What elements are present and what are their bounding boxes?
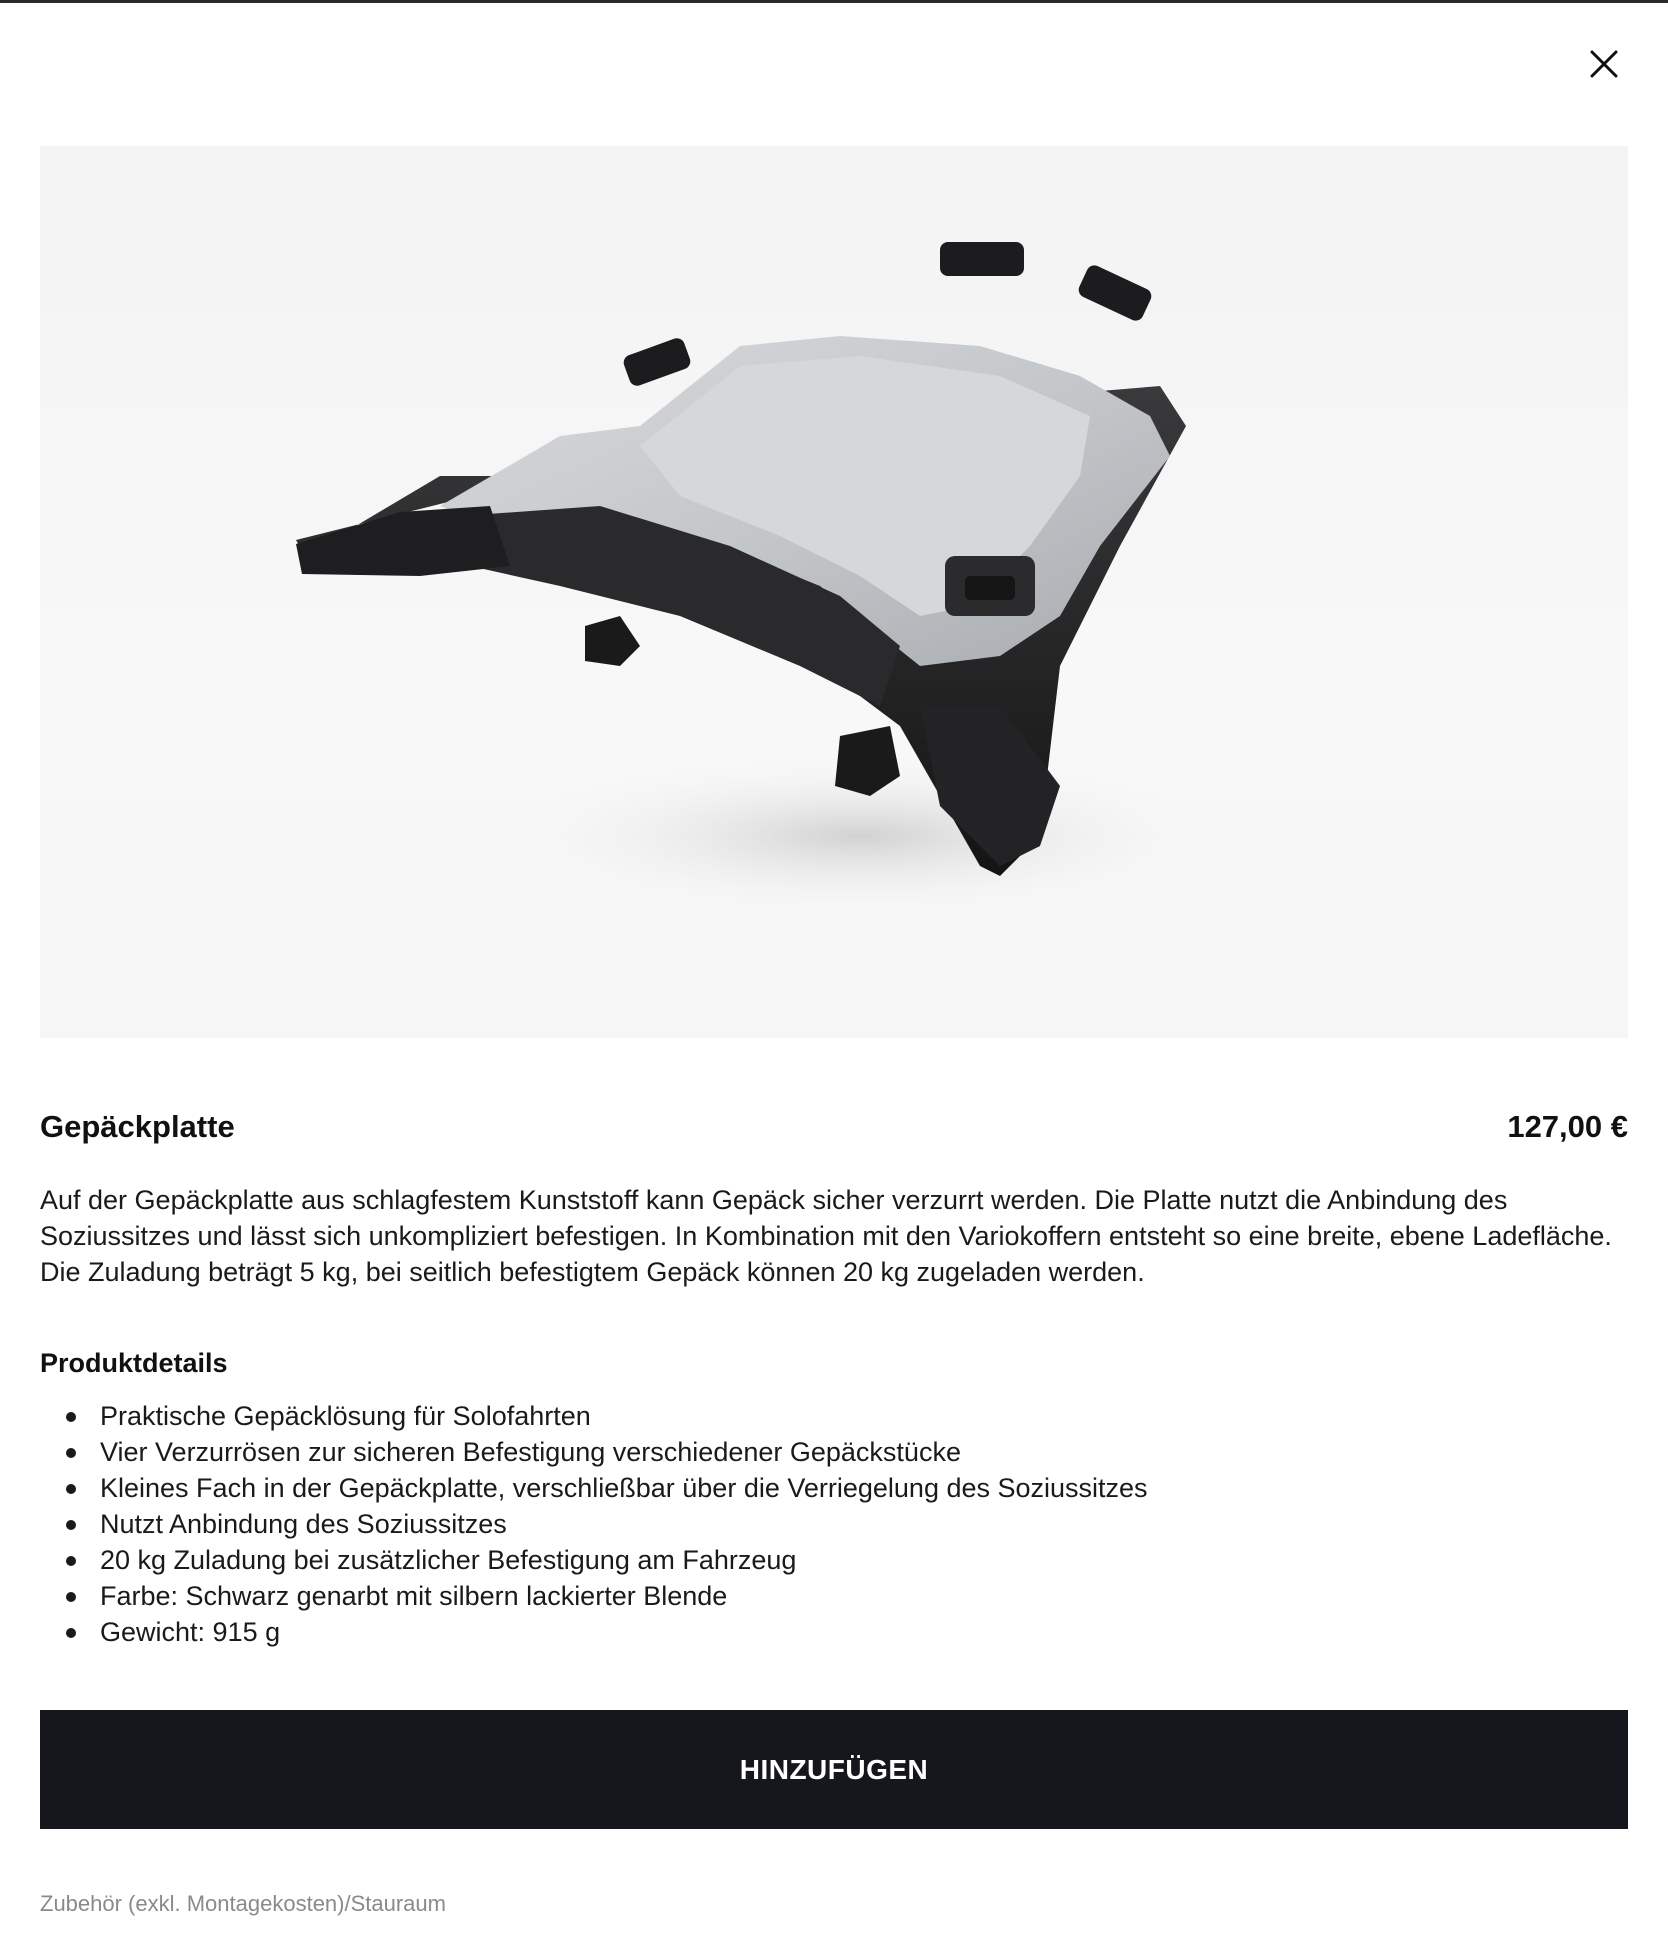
list-item — [40, 1506, 1600, 1542]
list-item — [40, 1398, 1600, 1434]
list-item-text: Nutzt Anbindung des Soziussitzes — [100, 1509, 507, 1539]
list-item — [40, 1470, 1600, 1506]
product-description: Auf der Gepäckplatte aus schlagfestem Kunststoff kann Gepäck sicher verzurrt werden. Die Platte nutzt die Anbindung des Soziussitzes und lässt sich unkompliziert befestigen. In Kombination mit den Variokoffern entsteht so eine breite, ebene Ladefläche. Die Zuladung beträgt 5 kg, bei seitlich befestigtem Gepäck können 20 kg zugeladen werden. — [40, 1185, 1612, 1287]
bullet-icon — [66, 1484, 76, 1494]
product-title: Gepäckplatte — [40, 1109, 235, 1144]
details-list — [40, 1398, 1600, 1650]
details-heading: Produktdetails — [40, 1348, 228, 1378]
list-item — [40, 1434, 1600, 1470]
close-button[interactable] — [1582, 42, 1626, 86]
bullet-icon — [66, 1628, 76, 1638]
list-item — [40, 1614, 1600, 1650]
luggage-plate-illustration — [40, 146, 1628, 1038]
list-item-text: Kleines Fach in der Gepäckplatte, verschließbar über die Verriegelung des Soziussitzes — [100, 1473, 1148, 1503]
category-breadcrumb: Zubehör (exkl. Montagekosten)/Stauraum — [40, 1891, 446, 1916]
list-item-text: Farbe: Schwarz genarbt mit silbern lackierter Blende — [100, 1581, 728, 1611]
list-item — [40, 1542, 1600, 1578]
list-item-text: Praktische Gepäcklösung für Solofahrten — [100, 1401, 591, 1431]
product-price: 127,00 € — [1507, 1109, 1628, 1144]
bullet-icon — [66, 1448, 76, 1458]
list-item — [40, 1578, 1600, 1614]
product-header — [40, 1104, 1628, 1150]
bullet-icon — [66, 1520, 76, 1530]
add-button[interactable]: HINZUFÜGEN — [40, 1710, 1628, 1829]
close-icon — [1590, 50, 1618, 78]
list-item-text: Gewicht: 915 g — [100, 1617, 281, 1647]
list-item-text: Vier Verzurrösen zur sicheren Befestigung verschiedener Gepäckstücke — [100, 1437, 961, 1467]
bullet-icon — [66, 1412, 76, 1422]
product-image — [40, 146, 1628, 1038]
bullet-icon — [66, 1592, 76, 1602]
bullet-icon — [66, 1556, 76, 1566]
list-item-text: 20 kg Zuladung bei zusätzlicher Befestigung am Fahrzeug — [100, 1545, 797, 1575]
top-divider — [0, 0, 1668, 3]
